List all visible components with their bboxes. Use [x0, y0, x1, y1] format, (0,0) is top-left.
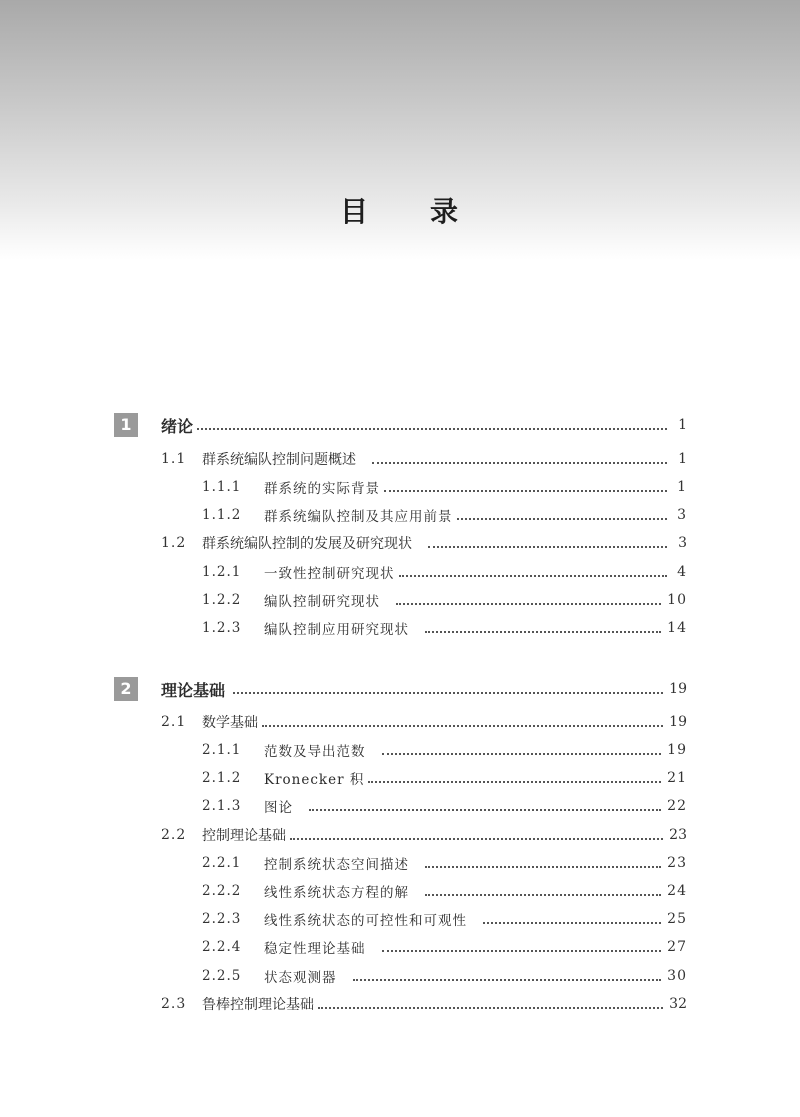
toc-chapter-entry[interactable]: [161, 677, 687, 701]
dot-leader: [372, 462, 667, 464]
toc-entry-number: 2.2.3: [202, 911, 242, 927]
toc-section-entry[interactable]: [161, 447, 687, 471]
toc-entry-title: 稳定性理论基础: [264, 941, 366, 957]
toc-entry-page: 3: [677, 507, 687, 523]
toc-entry-title: 群系统编队控制问题概述: [202, 452, 356, 468]
toc-entry-title: 绪论: [161, 416, 194, 436]
toc-subsection-entry[interactable]: [202, 766, 687, 790]
toc-entry-page: 22: [667, 798, 687, 814]
toc-subsection-entry[interactable]: [202, 851, 687, 875]
toc-entry-number: 1.2.1: [202, 564, 242, 580]
dot-leader: [233, 692, 663, 694]
dot-leader: [309, 809, 661, 811]
toc-entry-number: 1.1.2: [202, 507, 242, 523]
toc-entry-page: 19: [669, 681, 687, 697]
toc-subsection-entry[interactable]: [202, 907, 687, 931]
toc-entry-page: 19: [667, 742, 687, 758]
toc-entry-title: 鲁棒控制理论基础: [202, 997, 314, 1013]
dot-leader: [428, 546, 667, 548]
toc-subsection-entry[interactable]: [202, 738, 687, 762]
toc-entry-number: 2.1.1: [202, 742, 242, 758]
toc-entry-page: 3: [678, 535, 687, 551]
toc-entry-title: 线性系统状态的可控性和可观性: [264, 913, 467, 929]
toc-entry-page: 27: [667, 939, 687, 955]
toc-subsection-entry[interactable]: [202, 503, 687, 527]
toc-entry-number: 2.2.5: [202, 968, 242, 984]
toc-entry-number: 2.2: [161, 827, 187, 843]
toc-entry-title: 数学基础: [202, 715, 258, 731]
toc-entry-number: 2.2.4: [202, 939, 242, 955]
toc-entry-number: 1.2.3: [202, 620, 242, 636]
toc-entry-number: 2.2.1: [202, 855, 242, 871]
toc-subsection-entry[interactable]: [202, 964, 687, 988]
toc-entry-title: 控制系统状态空间描述: [264, 857, 409, 873]
toc-entry-page: 1: [678, 451, 687, 467]
dot-leader: [290, 838, 663, 840]
toc-subsection-entry[interactable]: [202, 616, 687, 640]
page-title: 目 录: [339, 195, 460, 228]
dot-leader: [262, 725, 663, 727]
dot-leader: [197, 428, 667, 430]
toc-entry-number: 2.2.2: [202, 883, 242, 899]
toc-entry-title: 群系统的实际背景: [264, 481, 380, 497]
toc-entry-title: 一致性控制研究现状: [264, 566, 395, 582]
toc-entry-page: 14: [667, 620, 687, 636]
dot-leader: [318, 1007, 663, 1009]
dot-leader: [425, 866, 661, 868]
dot-leader: [483, 922, 661, 924]
toc-entry-number: 2.1.3: [202, 798, 242, 814]
toc-entry-number: 2.1.2: [202, 770, 242, 786]
toc-entry-title: 线性系统状态方程的解: [264, 885, 409, 901]
toc-entry-number: 1.2.2: [202, 592, 242, 608]
toc-entry-page: 1: [677, 479, 687, 495]
dot-leader: [457, 518, 668, 520]
toc-entry-number: 2.1: [161, 714, 187, 730]
toc-entry-page: 32: [669, 996, 687, 1012]
toc-subsection-entry[interactable]: [202, 794, 687, 818]
toc-subsection-entry[interactable]: [202, 588, 687, 612]
toc-entry-page: 19: [669, 714, 687, 730]
toc-subsection-entry[interactable]: [202, 560, 687, 584]
toc-entry-number: 2.3: [161, 996, 187, 1012]
toc-chapter-entry[interactable]: [161, 413, 687, 437]
dot-leader: [396, 603, 661, 605]
toc-entry-title: 图论: [264, 800, 293, 816]
toc-entry-title: 状态观测器: [264, 970, 337, 986]
toc-entry-title: 范数及导出范数: [264, 744, 366, 760]
dot-leader: [353, 979, 662, 981]
toc-entry-page: 23: [667, 855, 687, 871]
chapter-badge: 2: [114, 677, 138, 701]
toc-subsection-entry[interactable]: [202, 879, 687, 903]
toc-entry-title: 控制理论基础: [202, 828, 286, 844]
toc-entry-page: 25: [667, 911, 687, 927]
dot-leader: [425, 631, 661, 633]
toc-entry-number: 1.1.1: [202, 479, 242, 495]
toc-entry-page: 21: [667, 770, 687, 786]
dot-leader: [368, 781, 661, 783]
dot-leader: [382, 950, 662, 952]
dot-leader: [425, 894, 661, 896]
toc-entry-page: 24: [667, 883, 687, 899]
toc-entry-title: 理论基础: [161, 680, 226, 700]
toc-entry-page: 30: [667, 968, 687, 984]
toc-subsection-entry[interactable]: [202, 475, 687, 499]
toc-entry-number: 1.1: [161, 451, 187, 467]
toc-entry-page: 4: [677, 564, 687, 580]
dot-leader: [382, 753, 662, 755]
dot-leader: [399, 575, 668, 577]
toc-section-entry[interactable]: [161, 992, 687, 1016]
toc-entry-title: 群系统编队控制及其应用前景: [264, 509, 453, 525]
toc-entry-title: 群系统编队控制的发展及研究现状: [202, 536, 412, 552]
toc-entry-page: 1: [678, 417, 687, 433]
toc-section-entry[interactable]: [161, 531, 687, 555]
toc-entry-number: 1.2: [161, 535, 187, 551]
toc-subsection-entry[interactable]: [202, 935, 687, 959]
toc-entry-title: 编队控制应用研究现状: [264, 622, 409, 638]
chapter-badge: 1: [114, 413, 138, 437]
toc-section-entry[interactable]: [161, 710, 687, 734]
toc-entry-page: 23: [669, 827, 687, 843]
toc-entry-title: Kronecker 积: [264, 772, 365, 788]
toc-entry-page: 10: [667, 592, 687, 608]
toc-entry-title: 编队控制研究现状: [264, 594, 380, 610]
toc-section-entry[interactable]: [161, 823, 687, 847]
dot-leader: [384, 490, 667, 492]
